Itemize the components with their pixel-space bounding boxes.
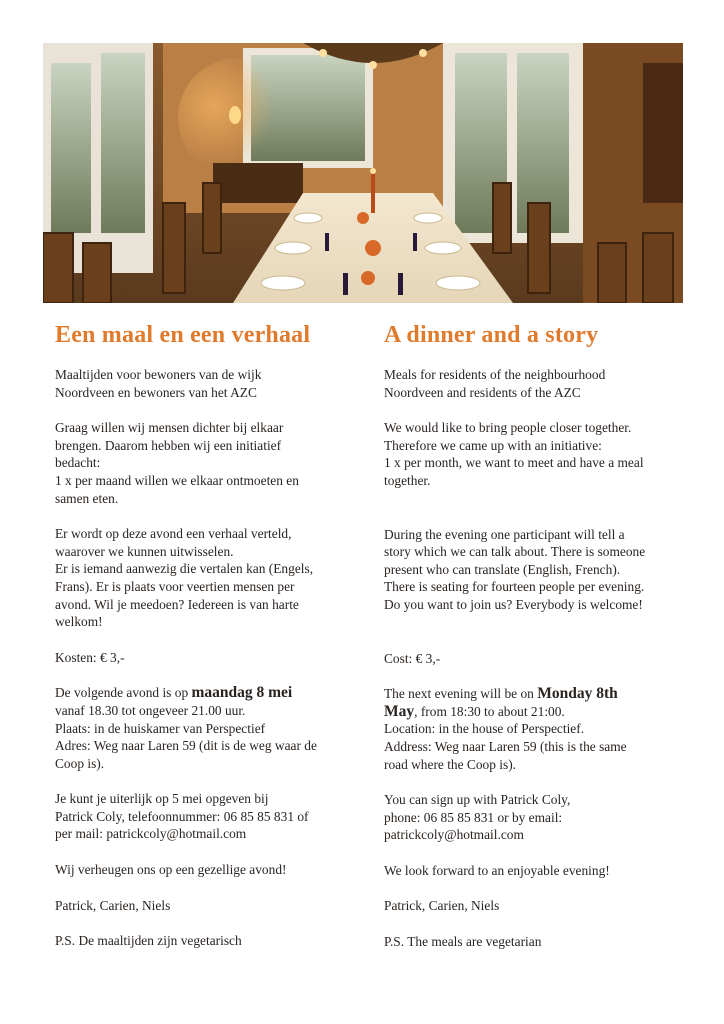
dutch-intro: Maaltijden voor bewoners van de wijk Noordveen en bewoners van het AZC (55, 367, 262, 400)
english-next-details: , from 18:30 to about 21:00. Location: in the house of Perspectief. Address: Weg naar Laren 59 (this is the same road where the Coop is). (384, 703, 627, 772)
english-intro: Meals for residents of the neighbourhood Noordveen and residents of the AZC (384, 367, 606, 400)
english-title: A dinner and a story (384, 322, 599, 348)
english-column (384, 320, 684, 951)
english-closing: We look forward to an enjoyable evening! (384, 862, 610, 878)
english-paragraph-1: We would like to bring people closer together. Therefore we came up with an initiative: 1 x per month, we want to meet and have a meal together. (384, 420, 644, 488)
dutch-column (55, 320, 355, 950)
english-ps: P.S. The meals are vegetarian (384, 934, 542, 950)
dutch-names: Patrick, Carien, Niels (55, 897, 171, 913)
english-cost: Cost: € 3,- (384, 650, 441, 666)
dutch-closing: Wij verheugen ons op een gezellige avond! (55, 862, 287, 878)
dutch-cost: Kosten: € 3,- (55, 649, 125, 665)
english-next-date: Monday 8th May (384, 685, 618, 720)
dutch-next-prefix: De volgende avond is op (55, 685, 192, 701)
dutch-title: Een maal en een verhaal (55, 322, 311, 348)
dining-room-photo (43, 43, 683, 303)
dutch-signup: Je kunt je uiterlijk op 5 mei opgeven bij Patrick Coly, telefoonnummer: 06 85 85 831 of per mail: patrickcoly@hotmail.com (55, 791, 309, 842)
dutch-next-details: vanaf 18.30 tot ongeveer 21.00 uur. Plaats: in de huiskamer van Perspectief Adres: Weg naar Laren 59 (dit is de weg waar de Coop is). (55, 702, 317, 771)
dutch-ps: P.S. De maaltijden zijn vegetarisch (55, 933, 242, 949)
dutch-paragraph-2: Er wordt op deze avond een verhaal verteld, waarover we kunnen uitwisselen. Er is iemand aanwezig die vertalen kan (Engels, Frans). Er is plaats voor veertien mensen per avond. Wil je meedoen? Iedereen is van harte welkom! (55, 526, 314, 630)
english-signup: You can sign up with Patrick Coly, phone: 06 85 85 831 or by email: patrickcoly@hotmail.com (384, 792, 571, 843)
dining-room-illustration (43, 43, 683, 303)
english-names: Patrick, Carien, Niels (384, 898, 500, 914)
dutch-next-date: maandag 8 mei (191, 684, 293, 702)
english-next-prefix: The next evening will be on (384, 686, 538, 702)
dutch-next-evening (55, 684, 355, 772)
dutch-paragraph-1: Graag willen wij mensen dichter bij elkaar brengen. Daarom hebben wij een initiatief bedacht: 1 x per maand willen we elkaar ontmoeten en samen eten. (55, 420, 299, 506)
english-next-evening (384, 685, 684, 773)
english-paragraph-2: During the evening one participant will tell a story which we can talk about. There is someone present who can translate (English, French). There is seating for fourteen people per evening. Do you want to join us? Everybody is welcome! (384, 526, 646, 612)
